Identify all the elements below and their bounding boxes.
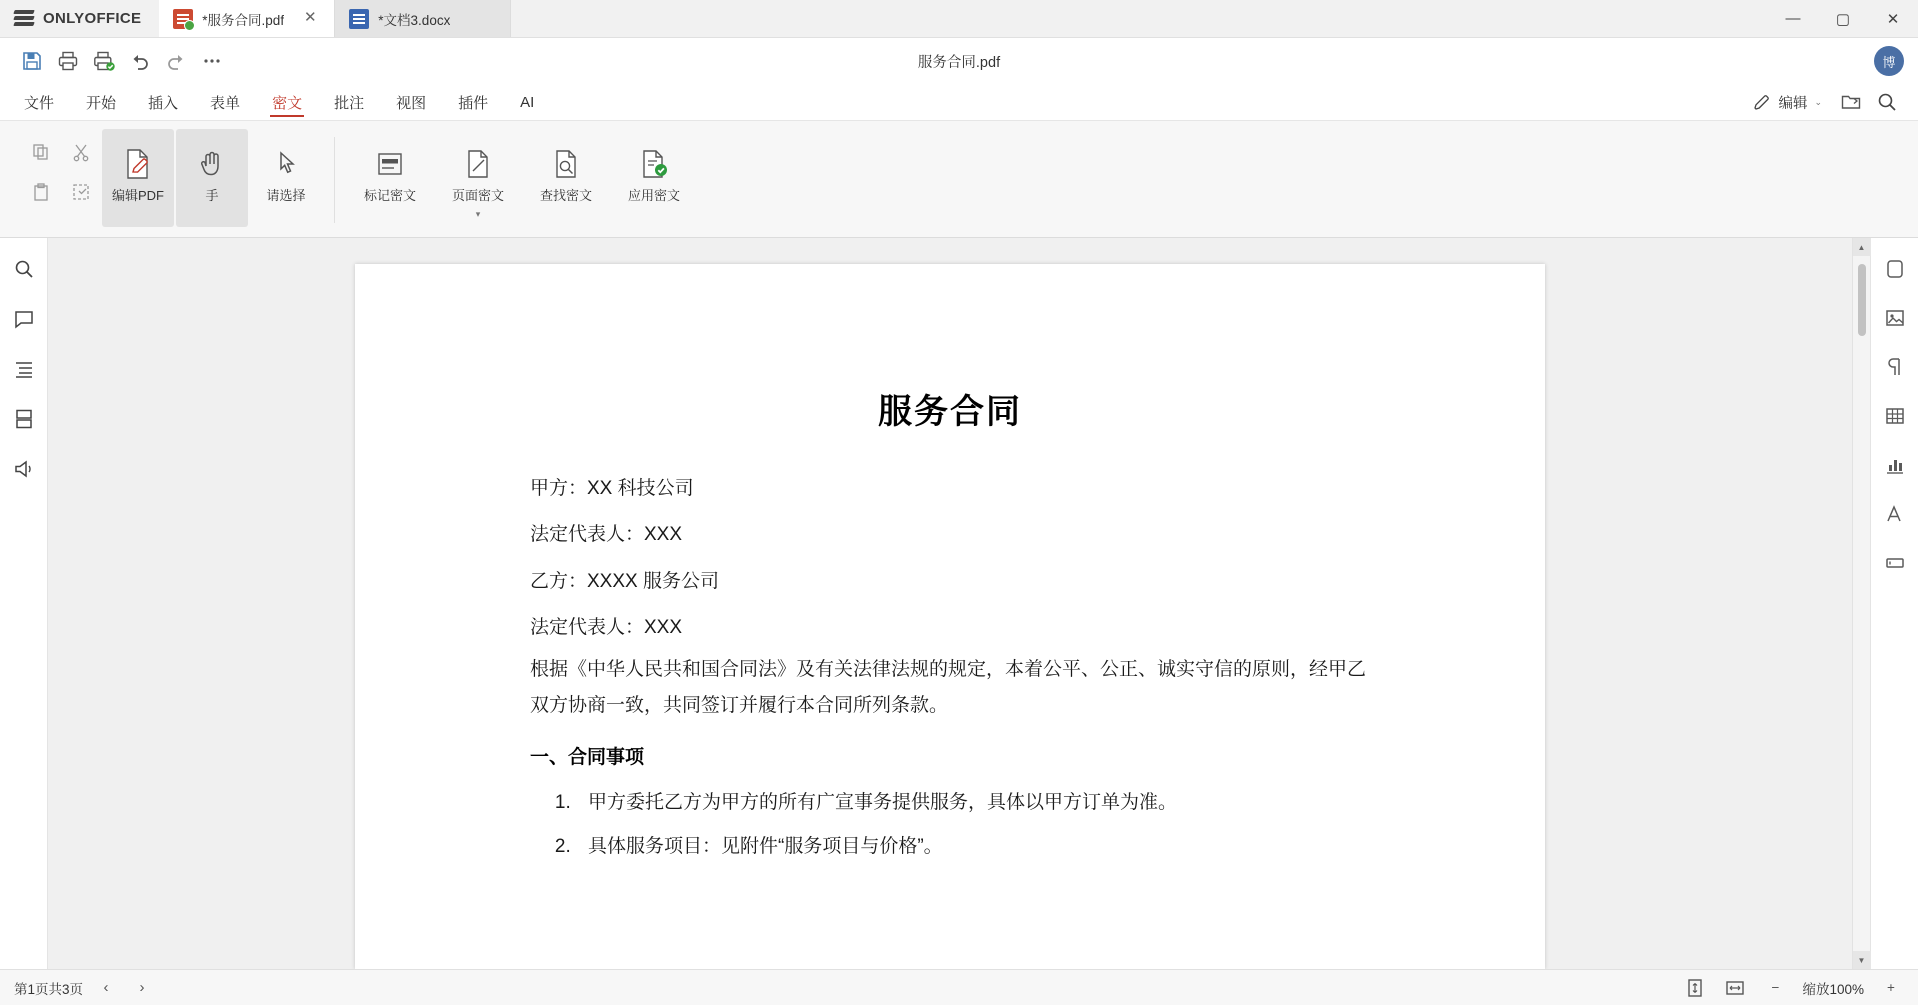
edit-mode-label: 编辑 <box>1778 95 1808 112</box>
zoom-level-label[interactable]: 缩放100% <box>1802 981 1864 997</box>
edit-pdf-button[interactable] <box>102 129 174 227</box>
page-redaction-button[interactable] <box>435 129 521 227</box>
edit-pdf-icon <box>120 143 156 185</box>
page-redaction-icon <box>461 143 495 185</box>
table-settings-icon[interactable] <box>1878 399 1912 433</box>
form-settings-icon[interactable] <box>1878 546 1912 580</box>
previous-page-button[interactable]: ‹ <box>103 979 109 996</box>
mark-redaction-icon <box>373 143 407 185</box>
find-redaction-icon <box>549 143 583 185</box>
status-right-controls <box>1682 975 1904 1001</box>
fit-width-icon[interactable] <box>1722 975 1748 1001</box>
docx-file-icon <box>349 9 369 29</box>
title-bar <box>0 0 1918 38</box>
redo-icon[interactable] <box>158 44 194 78</box>
headings-icon[interactable] <box>7 352 41 386</box>
apply-redaction-icon <box>637 143 671 185</box>
menu-item-form[interactable]: 表单 <box>210 94 241 112</box>
clipboard-group <box>22 129 60 211</box>
ribbon-toolbar <box>0 120 1918 238</box>
app-brand <box>0 0 159 37</box>
minimize-button[interactable]: — <box>1785 10 1801 27</box>
clipboard-group-2 <box>62 129 100 211</box>
search-icon[interactable] <box>1872 87 1902 117</box>
document-canvas[interactable] <box>48 238 1852 969</box>
menu-right-controls <box>1744 84 1910 120</box>
pdf-page[interactable] <box>355 264 1545 969</box>
comments-icon[interactable] <box>7 302 41 336</box>
left-sidebar <box>0 238 48 969</box>
section-heading: 一、合同事项 <box>530 747 645 769</box>
zoom-out-button[interactable]: − <box>1771 980 1780 995</box>
copy-icon[interactable] <box>22 133 60 171</box>
app-name: ONLYOFFICE <box>43 10 142 27</box>
close-icon[interactable]: ✕ <box>304 8 317 26</box>
party-a: 甲方：XX 科技公司 <box>530 478 694 499</box>
avatar[interactable]: 博 <box>1874 46 1904 76</box>
hand-tool-icon <box>195 143 229 185</box>
open-folder-icon[interactable] <box>1836 87 1866 117</box>
tab-strip-empty-area <box>511 0 1768 37</box>
vertical-scrollbar[interactable] <box>1852 238 1870 969</box>
tab-service-contract-pdf[interactable] <box>159 0 335 37</box>
menu-item-redaction[interactable]: 密文 <box>256 84 318 120</box>
find-redaction-button[interactable] <box>523 129 609 227</box>
party-b: 乙方：XXXX 服务公司 <box>530 570 719 592</box>
select-all-icon[interactable] <box>62 173 100 211</box>
list-item: 1. 甲方委托乙方为甲方的所有广宣事务提供服务，具体以甲方订单为准。 <box>576 781 1370 824</box>
preamble-paragraph: 根据《中华人民共和国合同法》及有关法律法规的规定，本着公平、公正、诚实守信的原则，经甲乙双方协商一致，共同签订并履行本合同所列条款。 <box>530 659 1367 717</box>
pdf-file-icon <box>173 9 193 29</box>
zoom-in-button[interactable]: + <box>1887 980 1895 995</box>
party-a-rep: 法定代表人：XXX <box>530 524 683 546</box>
select-tool-button[interactable] <box>250 129 322 227</box>
tab-document3-docx[interactable] <box>335 0 511 37</box>
menu-item-plugins[interactable]: 插件 <box>458 94 489 112</box>
menu-item-home[interactable]: 开始 <box>86 94 117 112</box>
apply-redaction-button[interactable] <box>611 129 697 227</box>
status-bar <box>0 969 1918 1005</box>
hand-tool-label: 手 <box>205 188 219 203</box>
maximize-button[interactable]: ▢ <box>1835 10 1851 28</box>
right-sidebar <box>1870 238 1918 969</box>
window-controls <box>1768 0 1918 37</box>
tab-label: *文档3.docx <box>378 12 451 28</box>
page-redaction-label: 页面密文 <box>451 188 504 203</box>
apply-redaction-label: 应用密文 <box>627 188 680 203</box>
list-item: 2. 具体服务项目：见附件“服务项目与价格”。 <box>576 825 1370 868</box>
pencil-icon <box>1752 93 1771 112</box>
workspace <box>0 238 1918 969</box>
paste-icon[interactable] <box>22 173 60 211</box>
onlyoffice-logo <box>14 10 34 28</box>
scroll-up-arrow-icon[interactable]: ▲ <box>1853 238 1871 256</box>
close-window-button[interactable]: ✕ <box>1886 10 1900 28</box>
thumbnails-icon[interactable] <box>7 402 41 436</box>
save-icon[interactable] <box>14 44 50 78</box>
menu-item-view[interactable]: 视图 <box>396 94 427 112</box>
paragraph-settings-icon[interactable] <box>1878 350 1912 384</box>
scrollbar-thumb[interactable] <box>1858 264 1866 336</box>
quick-access-toolbar <box>0 38 1918 84</box>
document-heading: 服务合同 <box>878 393 1022 431</box>
select-tool-label: 请选择 <box>266 188 306 203</box>
tab-label: *服务合同.pdf <box>202 12 285 28</box>
next-page-button[interactable]: › <box>139 979 145 996</box>
mark-redaction-button[interactable] <box>347 129 433 227</box>
menu-bar <box>0 84 1918 120</box>
image-settings-icon[interactable] <box>1878 301 1912 335</box>
menu-item-file[interactable]: 文件 <box>24 94 55 112</box>
search-icon[interactable] <box>7 252 41 286</box>
saved-badge-icon <box>184 20 195 31</box>
menu-item-comment[interactable]: 批注 <box>334 94 365 112</box>
text-art-settings-icon[interactable] <box>1878 497 1912 531</box>
party-b-rep: 法定代表人：XXX <box>530 616 683 638</box>
menu-item-insert[interactable]: 插入 <box>148 94 179 112</box>
hand-tool-button[interactable] <box>176 129 248 227</box>
edit-mode-button[interactable] <box>1744 88 1830 117</box>
menu-item-ai[interactable]: AI <box>520 93 535 111</box>
feedback-icon[interactable] <box>7 452 41 486</box>
chart-settings-icon[interactable] <box>1878 448 1912 482</box>
edit-pdf-label: 编辑PDF <box>111 188 164 203</box>
fit-page-icon[interactable] <box>1682 975 1708 1001</box>
quick-print-icon[interactable] <box>86 44 122 78</box>
chevron-down-icon: ⌄ <box>1814 97 1822 107</box>
document-title: 服务合同.pdf <box>917 54 1001 71</box>
print-icon[interactable] <box>50 44 86 78</box>
undo-icon[interactable] <box>122 44 158 78</box>
cut-icon[interactable] <box>62 133 100 171</box>
select-tool-icon <box>269 143 303 185</box>
find-redaction-label: 查找密文 <box>539 188 592 203</box>
contract-list <box>576 781 1370 868</box>
shape-settings-icon[interactable] <box>1878 252 1912 286</box>
scroll-down-arrow-icon[interactable]: ▼ <box>1853 951 1871 969</box>
page-info: 第1页共3页 <box>14 981 84 997</box>
mark-redaction-label: 标记密文 <box>363 188 416 203</box>
more-icon[interactable] <box>194 44 230 78</box>
chevron-down-icon[interactable]: ▾ <box>475 208 481 219</box>
ribbon-divider <box>334 137 335 223</box>
